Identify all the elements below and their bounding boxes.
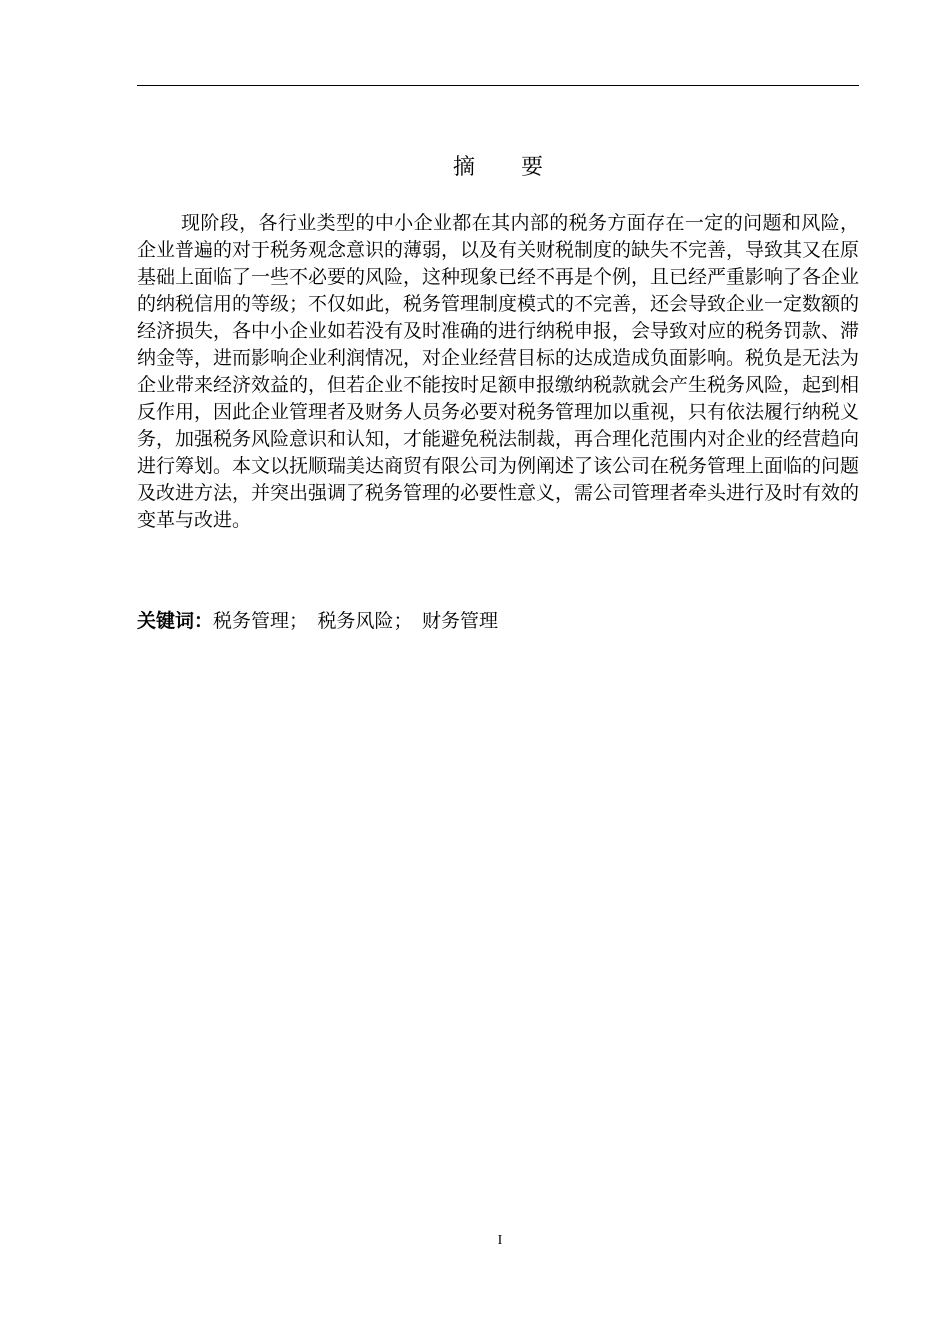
header-rule	[137, 85, 859, 86]
page-number: I	[497, 1233, 503, 1248]
keywords-line	[137, 607, 859, 635]
abstract-title: 摘要	[452, 155, 589, 180]
keywords-label: 关键词：	[137, 610, 214, 632]
keywords-list: 税务管理； 税务风险； 财务管理	[213, 610, 499, 632]
abstract-body: 现阶段，各行业类型的中小企业都在其内部的税务方面存在一定的问题和风险，企业普遍的对于税务观念意识的薄弱，以及有关财税制度的缺失不完善，导致其又在原基础上面临了一些不必要的风险，这种现象已经不再是个例，且已经严重影响了各企业的纳税信用的等级；不仅如此，税务管理制度模式的不完善，还会导致企业一定数额的经济损失，各中小企业如若没有及时准确的进行纳税申报，会导致对应的税务罚款、滞纳金等，进而影响企业利润情况，对企业经营目标的达成造成负面影响。税负是无法为企业带来经济效益的，但若企业不能按时足额申报缴纳税款就会产生税务风险，起到相反作用，因此企业管理者及财务人员务必要对税务管理加以重视，只有依法履行纳税义务，加强税务风险意识和认知，才能避免税法制裁，再合理化范围内对企业的经营趋向进行筹划。本文以抚顺瑞美达商贸有限公司为例阐述了该公司在税务管理上面临的问题及改进方法，并突出强调了税务管理的必要性意义，需公司管理者牵头进行及时有效的变革与改进。	[137, 212, 860, 531]
